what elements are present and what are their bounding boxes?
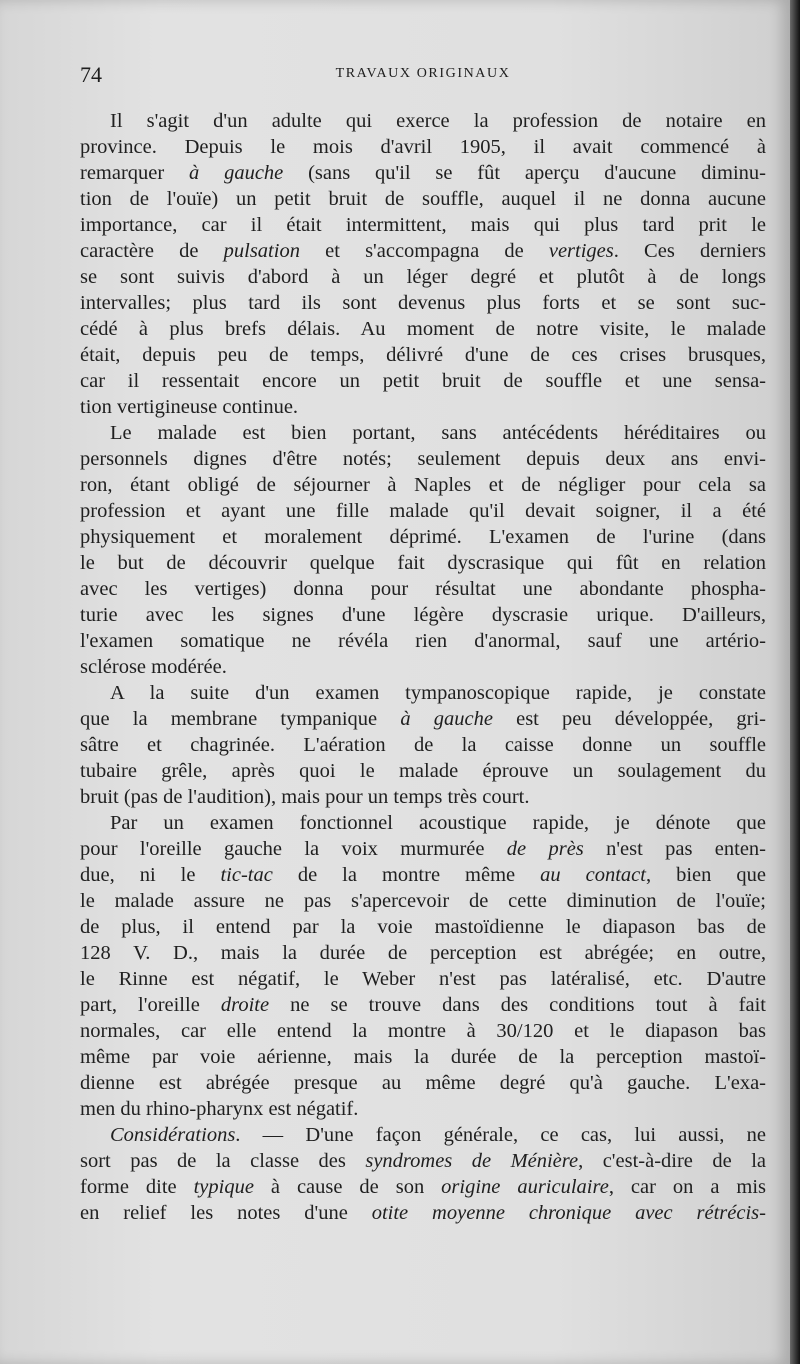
text-line: province. Depuis le mois d'avril 1905, il avait commencé à	[80, 136, 766, 158]
text-line: Considérations. — D'une façon générale, ce cas, lui aussi, ne	[110, 1124, 766, 1146]
text-line: part, l'oreille droite ne se trouve dans des conditions tout à fait	[80, 994, 766, 1016]
text-line: tubaire grêle, après quoi le malade éprouve un soulagement du	[80, 760, 766, 782]
text-line: ron, étant obligé de séjourner à Naples et de négliger pour cela sa	[80, 474, 766, 496]
text-line: de plus, il entend par la voie mastoïdienne le diapason bas de	[80, 916, 766, 938]
text-line: caractère de pulsation et s'accompagna de vertiges. Ces derniers	[80, 240, 766, 262]
text-line: sort pas de la classe des syndromes de Ménière, c'est-à-dire de la	[80, 1150, 766, 1172]
body-text	[80, 108, 766, 1226]
text-line: 128 V. D., mais la durée de perception est abrégée; en outre,	[80, 942, 766, 964]
text-line: importance, car il était intermittent, mais qui plus tard prit le	[80, 214, 766, 236]
text-line: en relief les notes d'une otite moyenne chronique avec rétrécis-	[80, 1202, 766, 1224]
text-line: physiquement et moralement déprimé. L'examen de l'urine (dans	[80, 526, 766, 548]
page-number: 74	[80, 62, 102, 87]
text-line: men du rhino-pharynx est négatif.	[80, 1098, 359, 1120]
text-line: avec les vertiges) donna pour résultat une abondante phospha-	[80, 578, 766, 600]
running-title: TRAVAUX ORIGINAUX	[335, 66, 511, 81]
text-line: Par un examen fonctionnel acoustique rapide, je dénote que	[110, 812, 766, 834]
text-line: le but de découvrir quelque fait dyscrasique qui fût en relation	[80, 552, 766, 574]
text-line: due, ni le tic-tac de la montre même au contact, bien que	[80, 864, 766, 886]
text-line: bruit (pas de l'audition), mais pour un temps très court.	[80, 786, 530, 808]
text-line: car il ressentait encore un petit bruit de souffle et une sensa-	[80, 370, 766, 392]
text-line: intervalles; plus tard ils sont devenus plus forts et se sont suc-	[80, 292, 766, 314]
text-line: Il s'agit d'un adulte qui exerce la profession de notaire en	[110, 110, 766, 132]
text-line: cédé à plus brefs délais. Au moment de notre visite, le malade	[80, 318, 766, 340]
running-header	[80, 60, 766, 90]
text-line: profession et ayant une fille malade qu'il devait soigner, il a été	[80, 500, 766, 522]
text-line: dienne est abrégée presque au même degré qu'à gauche. L'exa-	[80, 1072, 766, 1094]
text-line: A la suite d'un examen tympanoscopique rapide, je constate	[110, 682, 766, 704]
text-line: forme dite typique à cause de son origine auriculaire, car on a mis	[80, 1176, 766, 1198]
text-line: tion vertigineuse continue.	[80, 396, 299, 418]
text-line: normales, car elle entend la montre à 30/120 et le diapason bas	[80, 1020, 766, 1042]
text-line: sâtre et chagrinée. L'aération de la caisse donne un souffle	[80, 734, 766, 756]
text-line: turie avec les signes d'une légère dyscrasie urique. D'ailleurs,	[80, 604, 766, 626]
text-line: se sont suivis d'abord à un léger degré et plutôt à de longs	[80, 266, 766, 288]
text-line: remarquer à gauche (sans qu'il se fût aperçu d'aucune diminu-	[80, 162, 766, 184]
text-line: était, depuis peu de temps, délivré d'une de ces crises brusques,	[80, 344, 766, 366]
text-line: sclérose modérée.	[80, 656, 227, 678]
text-line: le Rinne est négatif, le Weber n'est pas latéralisé, etc. D'autre	[80, 968, 766, 990]
text-line: Le malade est bien portant, sans antécédents héréditaires ou	[110, 422, 766, 444]
text-line: le malade assure ne pas s'apercevoir de cette diminution de l'ouïe;	[80, 890, 766, 912]
page-edge-shadow	[790, 0, 800, 1364]
text-line: que la membrane tympanique à gauche est peu développée, gri-	[80, 708, 766, 730]
text-line: personnels dignes d'être notés; seulement depuis deux ans envi-	[80, 448, 766, 470]
text-line: même par voie aérienne, mais la durée de la perception mastoï-	[80, 1046, 766, 1068]
text-line: tion de l'ouïe) un petit bruit de souffle, auquel il ne donna aucune	[80, 188, 766, 210]
text-line: pour l'oreille gauche la voix murmurée de près n'est pas enten-	[80, 838, 766, 860]
text-line: l'examen somatique ne révéla rien d'anormal, sauf une artério-	[80, 630, 766, 652]
